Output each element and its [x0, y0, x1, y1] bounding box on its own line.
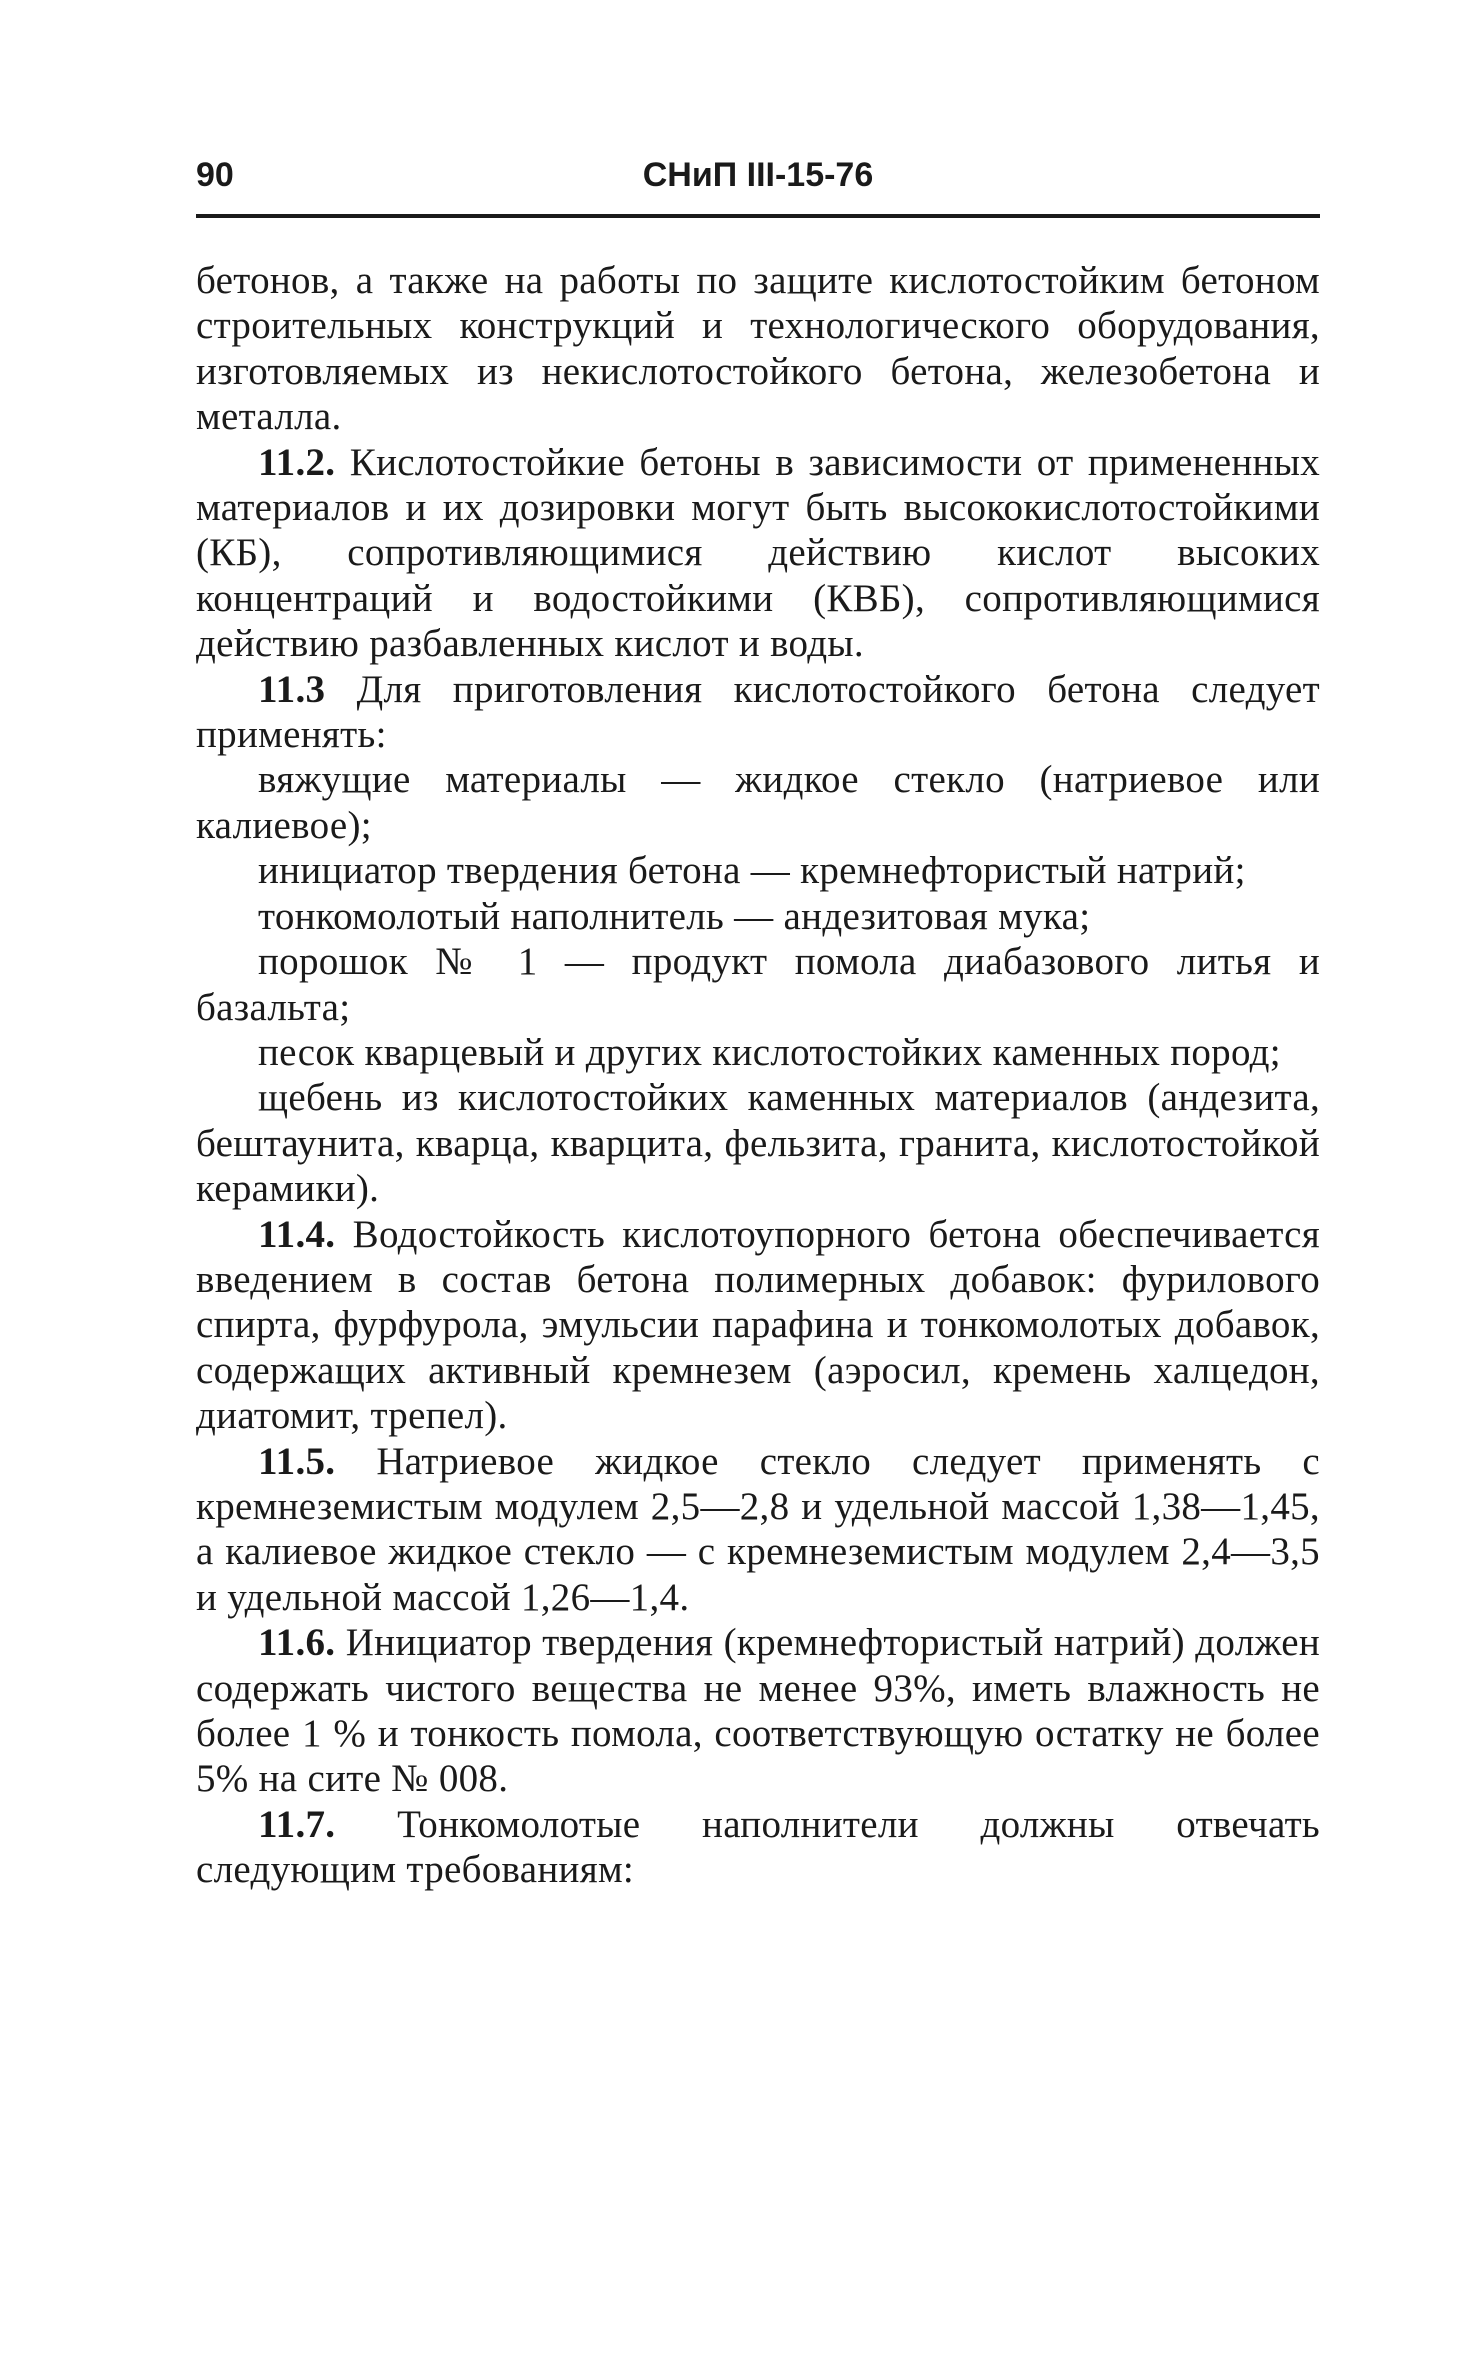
- paragraph: [196, 258, 1320, 440]
- paragraph-text: щебень из кислотостойких каменных материалов (андезита, бештаунита, кварца, кварцита, фельзита, гранита, кислотостойкой керамики).: [196, 1076, 1320, 1211]
- paragraph-text: Для приготовления кислотостойкого бетона следует применять:: [196, 667, 1320, 757]
- clause-number: 11.6.: [258, 1621, 336, 1665]
- clause-number: 11.4.: [258, 1212, 336, 1256]
- paragraph-text: бетонов, а также на работы по защите кислотостойким бетоном строительных конструкций и технологического оборудования, изготовляемых из некислотостойкого бетона, железобетона и металла.: [196, 259, 1320, 439]
- paragraph-text: Кислотостойкие бетоны в зависимости от примененных материалов и их дозировки могут быть высококислотостойкими (КБ), сопротивляющимися действию кислот высоких концентраций и водостойкими (КВБ), сопротивляющимися действию разбавленных кислот и воды.: [196, 440, 1320, 666]
- paragraph-text: Тонкомолотые наполнители должны отвечать следующим требованиям:: [196, 1802, 1320, 1892]
- list-item: [196, 757, 1320, 848]
- clause-number: 11.2.: [258, 440, 336, 484]
- paragraph-text: Инициатор твердения (кремнефтористый натрий) должен содержать чистого вещества не менее 93%, иметь влажность не более 1 % и тонкость помола, соответствующую остатку не более 5% на сите № 008.: [196, 1621, 1320, 1801]
- running-title: СНиП III-15-76: [642, 156, 874, 194]
- paragraph-text: вяжущие материалы — жидкое стекло (натриевое или калиевое);: [196, 758, 1320, 847]
- page-header: [196, 150, 1320, 200]
- paragraph-text: песок кварцевый и других кислотостойких каменных пород;: [258, 1030, 1281, 1074]
- list-item: [196, 894, 1320, 939]
- paragraph: [196, 667, 1320, 758]
- list-item: [196, 939, 1320, 1030]
- paragraph: [196, 1802, 1320, 1893]
- paragraph: [196, 1620, 1320, 1802]
- body-text: [196, 258, 1320, 1893]
- clause-number: 11.7.: [258, 1802, 336, 1846]
- paragraph: [196, 1439, 1320, 1621]
- paragraph: [196, 440, 1320, 667]
- paragraph: [196, 1212, 1320, 1439]
- list-item: [196, 1030, 1320, 1075]
- paragraph-text: порошок № 1 — продукт помола диабазового литья и базальта;: [196, 940, 1320, 1029]
- paragraph-text: Натриевое жидкое стекло следует применять с кремнеземистым модулем 2,5—2,8 и удельной массой 1,38—1,45, а калиевое жидкое стекло — с кремнеземистым модулем 2,4—3,5 и удельной массой 1,26—1,4.: [196, 1439, 1320, 1619]
- paragraph-text: Водостойкость кислотоупорного бетона обеспечивается введением в состав бетона полимерных добавок: фурилового спирта, фурфурола, эмульсии парафина и тонкомолотых добавок, содержащих активный кремнезем (аэросил, кремень халцедон, диатомит, трепел).: [196, 1212, 1320, 1438]
- list-item: [196, 848, 1320, 893]
- list-item: [196, 1075, 1320, 1211]
- clause-number: 11.5.: [258, 1439, 336, 1483]
- clause-number: 11.3: [258, 667, 326, 711]
- paragraph-text: тонкомолотый наполнитель — андезитовая мука;: [258, 894, 1091, 938]
- paragraph-text: инициатор твердения бетона — кремнефтористый натрий;: [258, 849, 1246, 893]
- page-number: 90: [196, 156, 234, 194]
- header-rule: [196, 214, 1320, 218]
